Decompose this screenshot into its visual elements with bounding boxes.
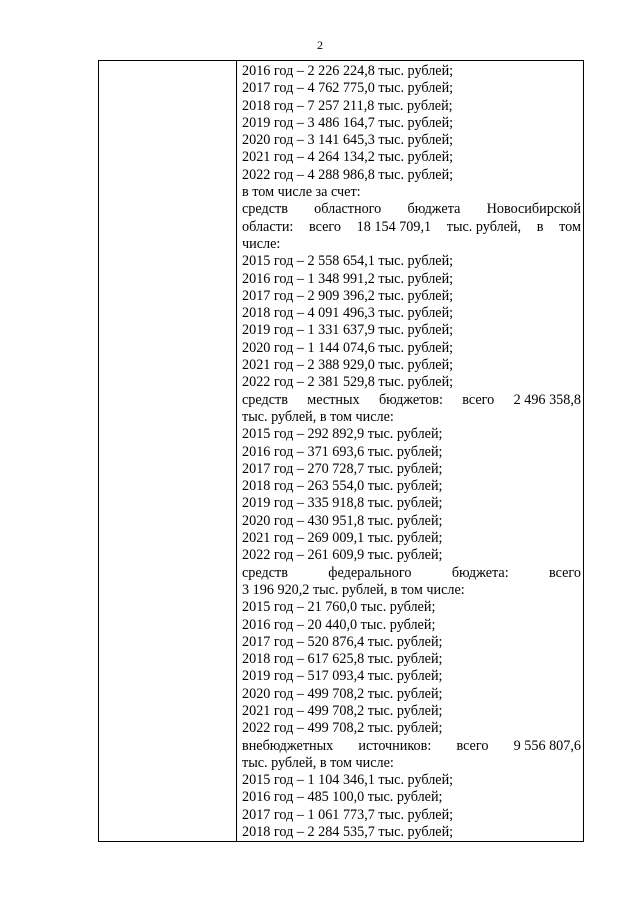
text-line: 2021 год – 499 708,2 тыс. рублей; xyxy=(242,702,443,719)
text-line: 2019 год – 1 331 637,9 тыс. рублей; xyxy=(242,322,454,339)
word: всего xyxy=(462,391,495,408)
word: средств xyxy=(242,391,288,408)
text-line: 2016 год – 2 226 224,8 тыс. рублей; xyxy=(242,63,454,79)
word: местных xyxy=(307,391,360,408)
text-line: 2021 год – 269 009,1 тыс. рублей; xyxy=(242,530,443,547)
text-line: 2020 год – 3 141 645,3 тыс. рублей; xyxy=(242,132,454,149)
text-line: числе: xyxy=(242,235,281,252)
text-line: 2021 год – 4 264 134,2 тыс. рублей; xyxy=(242,149,454,166)
word: бюджета: xyxy=(451,564,509,581)
text-line: 2015 год – 21 760,0 тыс. рублей; xyxy=(242,599,436,616)
text-line: 2017 год – 270 728,7 тыс. рублей; xyxy=(242,460,443,477)
word: том xyxy=(559,218,581,235)
justified-line xyxy=(242,201,581,218)
text-line: 2022 год – 4 288 986,8 тыс. рублей; xyxy=(242,166,454,183)
word: источников: xyxy=(358,737,432,754)
justified-line xyxy=(242,565,581,582)
text-line: 2020 год – 499 708,2 тыс. рублей; xyxy=(242,685,443,702)
text-line: 2016 год – 20 440,0 тыс. рублей; xyxy=(242,616,436,633)
word: бюджета xyxy=(407,201,461,218)
text-line: 2017 год – 4 762 775,0 тыс. рублей; xyxy=(242,80,454,97)
text-line: 2020 год – 430 951,8 тыс. рублей; xyxy=(242,512,443,529)
text-line: 2019 год – 335 918,8 тыс. рублей; xyxy=(242,495,443,512)
word: Новосибирской xyxy=(486,201,581,218)
text-line: 2018 год – 2 284 535,7 тыс. рублей; xyxy=(242,824,454,841)
word: внебюджетных xyxy=(242,737,334,754)
word: областного xyxy=(314,201,382,218)
word: 2 496 358,8 xyxy=(513,391,581,408)
column-divider xyxy=(236,61,237,841)
word: средств xyxy=(242,564,288,581)
text-line: 2019 год – 517 093,4 тыс. рублей; xyxy=(242,668,443,685)
word: бюджетов: xyxy=(378,391,443,408)
text-line: 2018 год – 617 625,8 тыс. рублей; xyxy=(242,651,443,668)
text-line: 2015 год – 292 892,9 тыс. рублей; xyxy=(242,426,443,443)
text-line: в том числе за счет: xyxy=(242,184,361,201)
justified-line xyxy=(242,219,581,236)
word: тыс. рублей, xyxy=(446,218,522,235)
word: 18 154 709,1 xyxy=(356,218,432,235)
funding-table xyxy=(98,60,584,842)
funding-text-cell xyxy=(242,63,581,841)
page-number: 2 xyxy=(317,38,323,52)
text-line: 2018 год – 4 091 496,3 тыс. рублей; xyxy=(242,305,454,322)
text-line: 2016 год – 1 348 991,2 тыс. рублей; xyxy=(242,270,454,287)
word: всего xyxy=(549,564,581,581)
text-line: 2016 год – 485 100,0 тыс. рублей; xyxy=(242,789,443,806)
text-line: 2017 год – 2 909 396,2 тыс. рублей; xyxy=(242,287,454,304)
text-line: тыс. рублей, в том числе: xyxy=(242,754,394,771)
text-line: 2017 год – 520 876,4 тыс. рублей; xyxy=(242,633,443,650)
text-line: 2017 год – 1 061 773,7 тыс. рублей; xyxy=(242,806,454,823)
text-line: 2019 год – 3 486 164,7 тыс. рублей; xyxy=(242,114,454,131)
word: всего xyxy=(309,218,341,235)
word: всего xyxy=(456,737,489,754)
text-line: 2020 год – 1 144 074,6 тыс. рублей; xyxy=(242,339,454,356)
justified-line xyxy=(242,738,581,755)
text-line: 2022 год – 261 609,9 тыс. рублей; xyxy=(242,547,443,564)
word: федерального xyxy=(328,564,412,581)
justified-line xyxy=(242,392,581,409)
word: области: xyxy=(242,218,294,235)
text-line: 2022 год – 499 708,2 тыс. рублей; xyxy=(242,720,443,737)
text-line: 2016 год – 371 693,6 тыс. рублей; xyxy=(242,443,443,460)
word: средств xyxy=(242,201,288,218)
text-line: 3 196 920,2 тыс. рублей, в том числе: xyxy=(242,581,465,598)
text-line: 2015 год – 2 558 654,1 тыс. рублей; xyxy=(242,253,454,270)
word: 9 556 807,6 xyxy=(513,737,581,754)
text-line: 2022 год – 2 381 529,8 тыс. рублей; xyxy=(242,374,454,391)
text-line: 2015 год – 1 104 346,1 тыс. рублей; xyxy=(242,772,454,789)
text-line: 2021 год – 2 388 929,0 тыс. рублей; xyxy=(242,357,454,374)
text-line: 2018 год – 263 554,0 тыс. рублей; xyxy=(242,478,443,495)
text-line: 2018 год – 7 257 211,8 тыс. рублей; xyxy=(242,97,453,114)
word: в xyxy=(536,218,544,235)
text-line: тыс. рублей, в том числе: xyxy=(242,408,394,425)
